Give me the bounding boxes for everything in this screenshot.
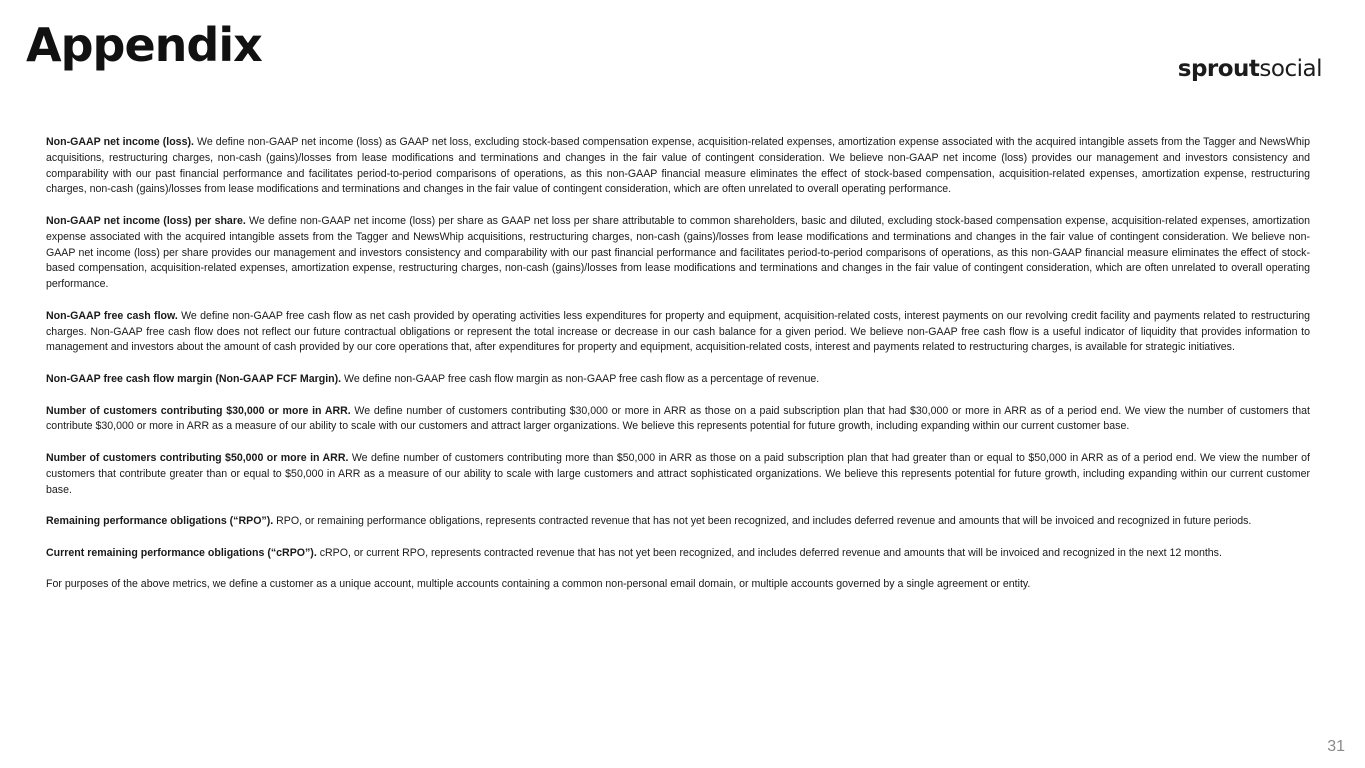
definition-text: We define non-GAAP net income (loss) as GAAP net loss, excluding stock-based compensation expense, acquisition-related expenses, amortization expense associated with the acquired intangible assets from the Tagger and NewsWhip acquisitions, restructuring charges, non-cash (gains)/losses from lease modifications and terminations and changes in the fair value of contingent consideration. We believe non-GAAP net income (loss) provides our management and investors consistency and comparability with our past financial performance and facilitates period-to-period comparisons of operations, as this non-GAAP financial measure eliminates the effect of stock-based compensation, acquisition-related expenses, amortization expense, restructuring charges, non-cash (gains)/losses from lease modifications and terminations and changes in the fair value of contingent consideration, which are often unrelated to overall operating performance. <box>46 136 1310 196</box>
definition-term: Current remaining performance obligations (“cRPO”). <box>46 546 317 559</box>
definition-text: cRPO, or current RPO, represents contracted revenue that has not yet been recognized, and includes deferred revenue and amounts that will be invoiced and recognized in the next 12 months. <box>319 546 1222 559</box>
definition-text: We define non-GAAP free cash flow margin as non-GAAP free cash flow as a percentage of revenue. <box>344 372 820 385</box>
sprout-social-logo <box>1178 56 1322 82</box>
definition-term: Non-GAAP free cash flow margin (Non-GAAP FCF Margin). <box>46 372 342 385</box>
footnote: For purposes of the above metrics, we define a customer as a unique account, multiple accounts containing a common non-personal email domain, or multiple accounts governed by a single agreement or entity. <box>46 578 1031 591</box>
definition-text: We define number of customers contributing more than $50,000 in ARR as those on a paid subscription plan that had greater than or equal to $50,000 in ARR as of a period end. We view the number of customers that contribute greater than or equal to $50,000 in ARR as a measure of our ability to scale with large customers and attract sophisticated organizations. We believe this represents potential for future growth, including expanding within our current customer base. <box>46 451 1310 496</box>
definition-term: Non-GAAP free cash flow. <box>46 309 178 322</box>
definition-non-gaap-free-cash-flow <box>46 309 1310 356</box>
page-title: Appendix <box>26 18 262 72</box>
definition-text: We define non-GAAP free cash flow as net cash provided by operating activities less expenditures for property and equipment, acquisition-related costs, interest payments on our revolving credit facility and payments related to restructuring charges. Non-GAAP free cash flow does not reflect our future contractual obligations or represent the total increase or decrease in our cash balance for a given period. We believe non-GAAP free cash flow is a useful indicator of liquidity that provides information to management and investors about the amount of cash provided by our core operations that, after expenditures for property and equipment, acquisition-related costs, interest and payments related to restructuring charges, is available for strategic initiatives. <box>46 309 1310 354</box>
definition-term: Number of customers contributing $50,000 or more in ARR. <box>46 451 349 464</box>
logo-word-social: social <box>1259 56 1322 82</box>
definition-customers-30k-arr <box>46 404 1310 436</box>
definition-term: Non-GAAP net income (loss). <box>46 136 194 148</box>
definition-non-gaap-net-income <box>46 135 1310 198</box>
definition-text: We define number of customers contributing $30,000 or more in ARR as those on a paid subscription plan that had $30,000 or more in ARR as of a period end. We view the number of customers that contribute $30,000 or more in ARR as a measure of our ability to scale with our customers and attract larger organizations. We believe this represents potential for future growth, including expanding within our current customer base. <box>46 404 1310 433</box>
page-number: 31 <box>1327 738 1345 755</box>
definition-crpo <box>46 546 1310 562</box>
definition-term: Remaining performance obligations (“RPO”). <box>46 515 274 528</box>
definition-non-gaap-net-income-per-share <box>46 214 1310 293</box>
definition-customers-50k-arr <box>46 451 1310 498</box>
definition-rpo <box>46 514 1310 530</box>
definitions-body <box>46 135 1310 609</box>
definition-text: RPO, or remaining performance obligations, represents contracted revenue that has not yet been recognized, and includes deferred revenue and amounts that will be invoiced and recognized in future periods. <box>276 515 1252 528</box>
definition-fcf-margin <box>46 372 1310 388</box>
definition-term: Non-GAAP net income (loss) per share. <box>46 214 246 227</box>
definition-term: Number of customers contributing $30,000 or more in ARR. <box>46 404 351 417</box>
definition-text: We define non-GAAP net income (loss) per share as GAAP net loss per share attributable to common shareholders, basic and diluted, excluding stock-based compensation expense, acquisition-related expenses, amortization expense associated with the acquired intangible assets from the Tagger and NewsWhip acquisitions, restructuring charges, non-cash (gains)/losses from lease modifications and terminations and changes in the fair value of contingent consideration. We believe non-GAAP net income (loss) per share provides our management and investors consistency and comparability with our past financial performance and facilitates period-to-period comparisons of operations, as this non-GAAP financial measure eliminates the effect of stock-based compensation, acquisition-related expenses, amortization expense, restructuring charges, non-cash (gains)/losses from lease modifications and terminations and changes in the fair value of contingent consideration, which are often unrelated to overall operating performance. <box>46 214 1310 291</box>
logo-word-sprout: sprout <box>1177 56 1260 82</box>
